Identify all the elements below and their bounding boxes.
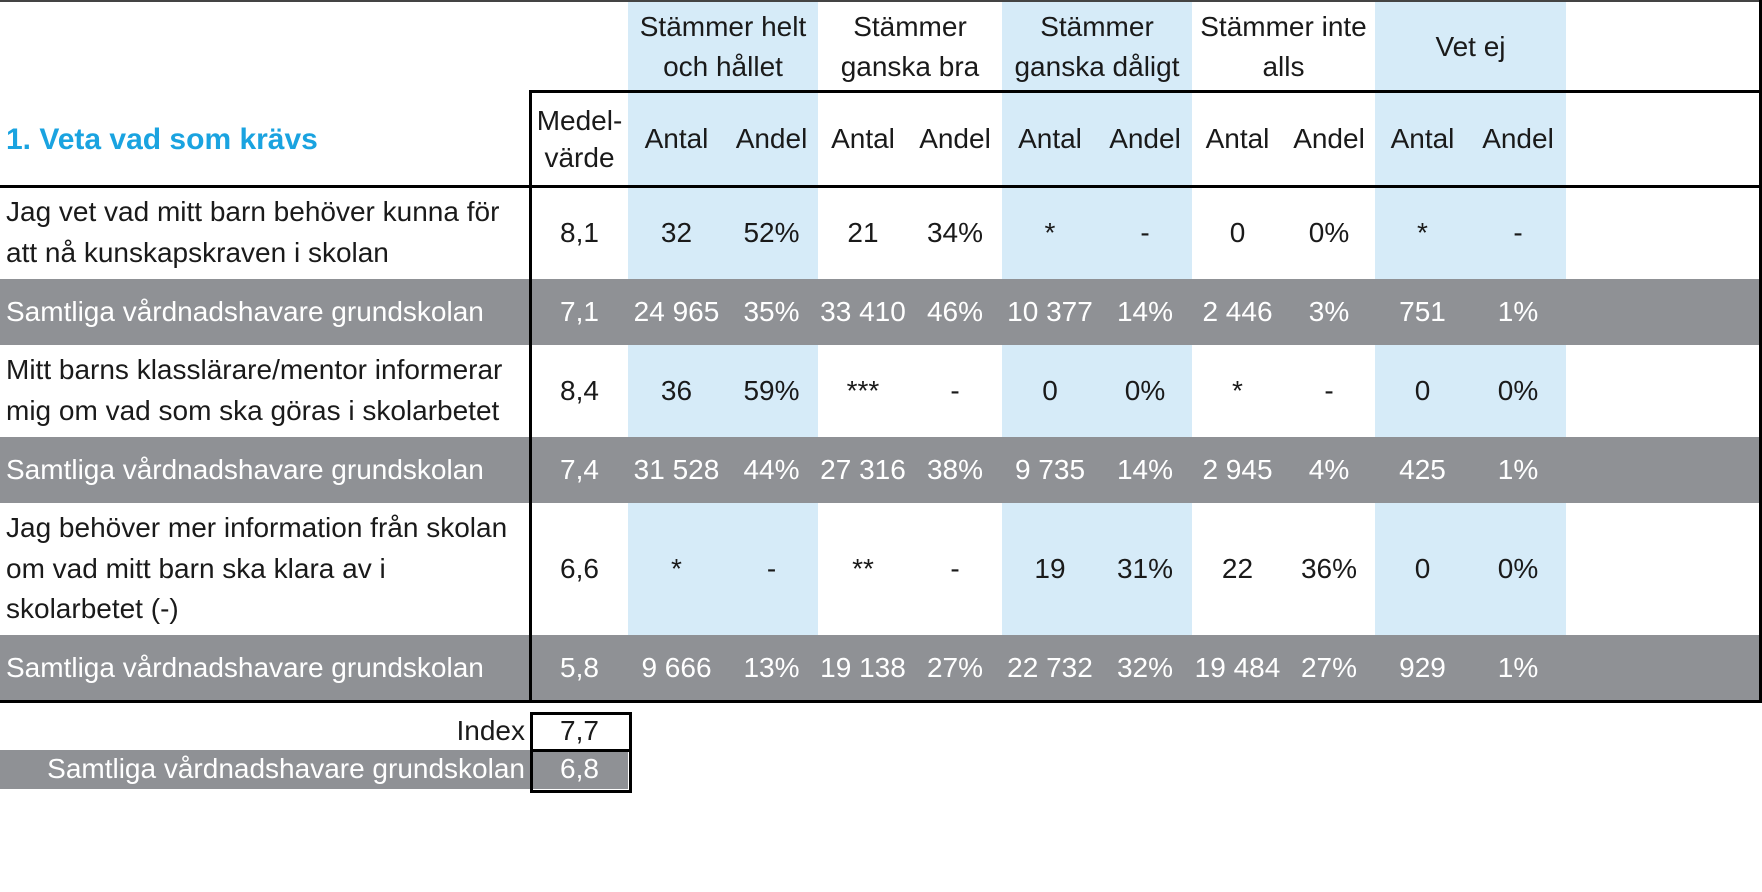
response-group-header — [1192, 4, 1375, 90]
summary-row-label: Samtliga vårdnadshavare grundskolan — [6, 453, 484, 485]
response-group-header — [1375, 4, 1566, 90]
share-cell: 0% — [1497, 374, 1539, 406]
share-cell: 0% — [1308, 216, 1350, 248]
section-title: 1. Veta vad som krävs — [6, 122, 318, 156]
count-cell: *** — [846, 374, 880, 406]
share-cell: 31% — [1116, 552, 1174, 584]
summary-row-label: Samtliga vårdnadshavare grundskolan — [6, 295, 484, 327]
count-cell: 10 377 — [1007, 295, 1093, 327]
count-cell: 24 965 — [633, 295, 720, 327]
sub-header: Andel — [1109, 123, 1181, 155]
mean-value: 8,1 — [560, 216, 599, 248]
response-group-header-line: Stämmer — [853, 11, 967, 43]
share-cell: 27% — [926, 652, 984, 684]
count-cell: 9 735 — [1014, 453, 1086, 485]
share-cell: 4% — [1308, 453, 1350, 485]
share-cell: 36% — [1300, 552, 1358, 584]
share-cell: 14% — [1116, 295, 1174, 327]
header-bottom-rule — [0, 185, 1762, 188]
count-cell: 22 — [1221, 552, 1254, 584]
mean-column-left-rule — [529, 90, 532, 702]
count-cell: 33 410 — [820, 295, 906, 327]
share-cell: 59% — [743, 374, 800, 406]
response-group-header-line: ganska dåligt — [1014, 51, 1180, 82]
index-overall-label: Samtliga vårdnadshavare grundskolan — [47, 753, 525, 785]
share-cell: 27% — [1300, 652, 1358, 684]
response-group-header-line: Stämmer inte — [1200, 11, 1367, 43]
share-cell: 46% — [926, 295, 984, 327]
share-cell: - — [950, 374, 960, 406]
share-cell: 13% — [743, 652, 800, 684]
share-cell: 3% — [1308, 295, 1350, 327]
share-cell: 52% — [743, 216, 800, 248]
response-group-header-line: alls — [1262, 51, 1305, 82]
share-cell: 1% — [1497, 652, 1539, 684]
count-cell: 751 — [1399, 295, 1446, 327]
mean-value: 5,8 — [560, 652, 599, 684]
index-value: 7,7 — [560, 715, 599, 747]
count-cell: 32 — [660, 216, 693, 248]
count-cell: 19 484 — [1194, 652, 1281, 684]
count-cell: * — [1044, 216, 1056, 248]
response-group-header-line: Vet ej — [1435, 31, 1506, 63]
index-box-border — [530, 712, 632, 793]
share-cell: 32% — [1116, 652, 1174, 684]
count-cell: 19 — [1034, 552, 1066, 584]
share-cell: - — [1324, 374, 1334, 406]
sub-header: Antal — [1390, 123, 1455, 155]
sub-header: Andel — [919, 123, 991, 155]
mean-value: 7,4 — [560, 453, 599, 485]
share-cell: 38% — [926, 453, 984, 485]
response-group-header — [628, 4, 818, 90]
count-cell: * — [1417, 216, 1428, 248]
share-cell: 35% — [743, 295, 800, 327]
sub-header: Andel — [735, 123, 808, 155]
share-cell: 1% — [1497, 453, 1539, 485]
share-cell: 0% — [1497, 552, 1539, 584]
share-cell: 44% — [743, 453, 800, 485]
response-group-header — [1002, 4, 1192, 90]
response-group-header-line: Stämmer helt — [639, 11, 807, 43]
count-cell: 0 — [1414, 374, 1431, 406]
table-bottom-rule — [0, 700, 1762, 703]
mean-header-line: värde — [544, 141, 615, 173]
sub-header: Andel — [1482, 123, 1554, 155]
header-rule — [531, 90, 1762, 93]
sub-header: Antal — [644, 123, 709, 155]
index-overall-value: 6,8 — [560, 753, 599, 785]
summary-row-label: Samtliga vårdnadshavare grundskolan — [6, 652, 484, 684]
mean-header-line: Medel- — [536, 105, 623, 137]
count-cell: 0 — [1042, 374, 1058, 406]
count-cell: 36 — [660, 374, 693, 406]
sub-header: Antal — [1205, 123, 1270, 155]
count-cell: 425 — [1399, 453, 1446, 485]
share-cell: - — [1513, 216, 1523, 248]
count-cell: * — [1232, 374, 1243, 406]
share-cell: 34% — [926, 216, 984, 248]
statement-label: Jag vet vad mitt barn behöver kunna för att nå kunskapskraven i skolan — [6, 196, 500, 268]
count-cell: 929 — [1399, 652, 1446, 684]
count-cell: 0 — [1229, 216, 1246, 248]
share-cell: - — [950, 552, 960, 584]
count-cell: 22 732 — [1007, 652, 1093, 684]
share-cell: 1% — [1497, 295, 1539, 327]
response-group-header — [818, 4, 1002, 90]
index-divider — [530, 749, 629, 752]
share-cell: - — [766, 552, 777, 584]
count-cell: 2 945 — [1202, 453, 1273, 485]
sub-header: Antal — [1018, 123, 1082, 155]
share-cell: 0% — [1124, 374, 1166, 406]
count-cell: 0 — [1414, 552, 1431, 584]
mean-value: 8,4 — [560, 374, 599, 406]
count-cell: 31 528 — [633, 453, 720, 485]
response-group-header-line: och hållet — [663, 51, 783, 82]
response-group-header-line: ganska bra — [840, 51, 980, 82]
mean-header — [531, 92, 628, 187]
index-label: Index — [456, 715, 525, 747]
count-cell: ** — [852, 552, 874, 584]
count-cell: 19 138 — [820, 652, 906, 684]
statement-label: Mitt barns klasslärare/mentor informerar mig om vad som ska göras i skolarbetet — [6, 354, 503, 426]
mean-value: 6,6 — [560, 552, 599, 584]
count-cell: * — [671, 552, 682, 584]
count-cell: 21 — [847, 216, 879, 248]
mean-value: 7,1 — [560, 295, 599, 327]
count-cell: 2 446 — [1202, 295, 1273, 327]
share-cell: - — [1140, 216, 1150, 248]
count-cell: 27 316 — [820, 453, 906, 485]
count-cell: 9 666 — [641, 652, 712, 684]
share-cell: 14% — [1116, 453, 1174, 485]
statement-label: Jag behöver mer information från skolan om vad mitt barn ska klara av i skolarbetet (-) — [6, 512, 508, 625]
response-group-header-line: Stämmer — [1040, 11, 1154, 43]
sub-header: Andel — [1293, 123, 1365, 155]
border-top — [0, 0, 1762, 2]
sub-header: Antal — [831, 123, 895, 155]
